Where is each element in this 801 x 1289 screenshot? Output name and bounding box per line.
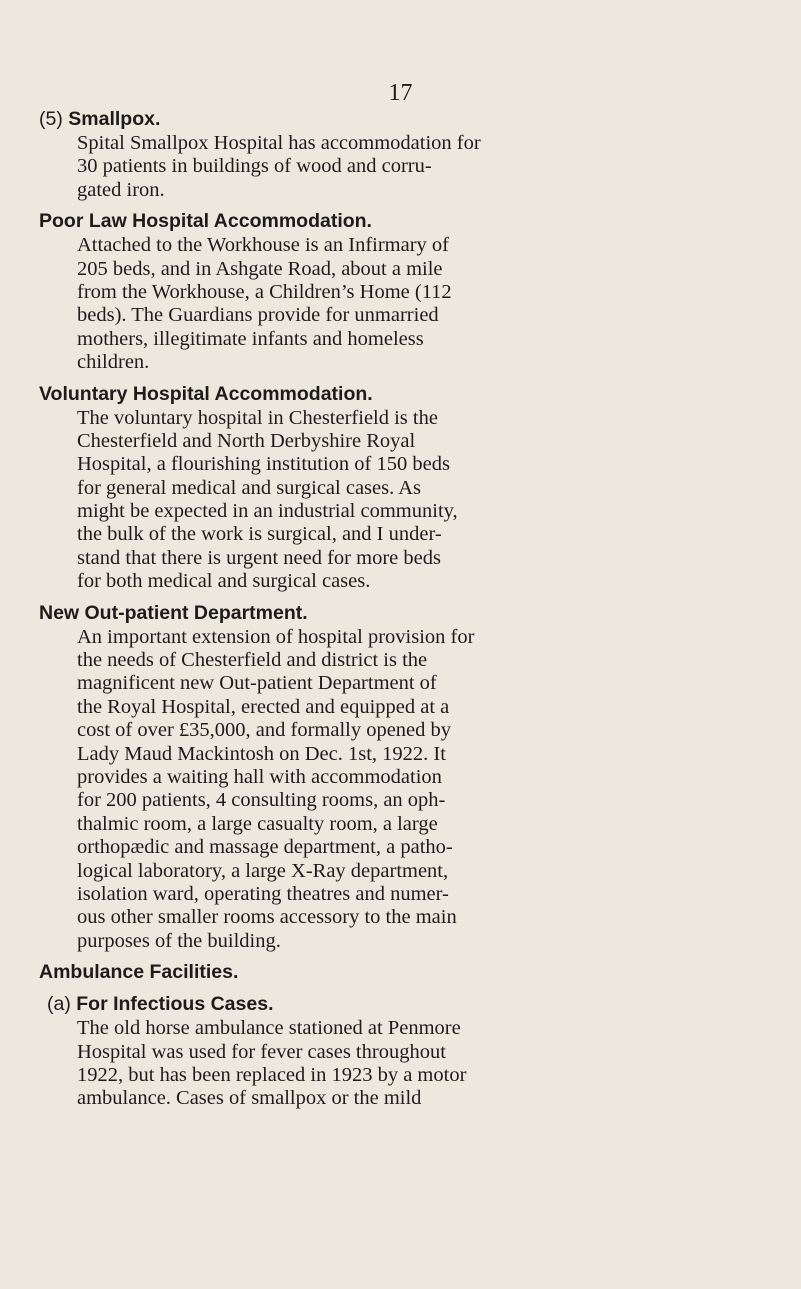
paragraph-out-patient	[77, 626, 697, 953]
text-line: children.	[77, 351, 150, 374]
text-line: for general medical and surgical cases. As	[77, 476, 422, 499]
page-number: 17	[388, 80, 413, 106]
text-line: provides a waiting hall with accommodation	[77, 765, 442, 788]
text-line: Hospital, a flourishing institution of 150 beds	[77, 453, 450, 476]
page-body	[39, 106, 769, 1111]
text-line: for both medical and surgical cases.	[77, 570, 371, 593]
text-line: stand that there is urgent need for more beds	[77, 546, 441, 569]
paragraph-smallpox	[77, 132, 697, 202]
text-line: thalmic room, a large casualty room, a large	[77, 812, 438, 835]
text-line: isolation ward, operating theatres and numer-	[77, 882, 449, 905]
text-line: Chesterfield and North Derbyshire Royal	[77, 429, 416, 452]
section-heading-poor-law: Poor Law Hospital Accommodation.	[39, 210, 372, 233]
text-line: gated iron.	[77, 178, 165, 201]
section-number: (5)	[39, 108, 63, 130]
text-line: beds). The Guardians provide for unmarried	[77, 304, 439, 327]
text-line: orthopædic and massage department, a patho-	[77, 836, 453, 859]
text-line: ous other smaller rooms accessory to the main	[77, 906, 457, 929]
text-line: mothers, illegitimate infants and homeless	[77, 327, 424, 350]
text-line: 1922, but has been replaced in 1923 by a motor	[77, 1063, 467, 1086]
section-heading-smallpox	[39, 106, 769, 132]
text-line: the bulk of the work is surgical, and I under-	[77, 523, 442, 546]
text-line: logical laboratory, a large X-Ray department,	[77, 859, 449, 882]
subsection-title: For Infectious Cases.	[76, 993, 274, 1016]
paragraph-voluntary	[77, 407, 697, 594]
section-heading-ambulance: Ambulance Facilities.	[39, 961, 239, 984]
text-line: 30 patients in buildings of wood and corru-	[77, 155, 432, 178]
text-line: ambulance. Cases of smallpox or the mild	[77, 1087, 422, 1110]
text-line: cost of over £35,000, and formally opened by	[77, 719, 452, 742]
section-heading-voluntary: Voluntary Hospital Accommodation.	[39, 382, 373, 405]
text-line: Lady Maud Mackintosh on Dec. 1st, 1922. It	[77, 742, 446, 765]
text-line: Attached to the Workhouse is an Infirmary of	[77, 234, 449, 257]
subsection-number: (a)	[47, 993, 71, 1016]
text-line: Spital Smallpox Hospital has accommodation for	[77, 132, 481, 154]
section-heading-out-patient: New Out-patient Department.	[39, 601, 308, 624]
text-line: magnificent new Out-patient Department of	[77, 672, 437, 695]
section-title: Smallpox.	[68, 108, 161, 130]
paragraph-poor-law	[77, 234, 697, 374]
text-line: might be expected in an industrial community,	[77, 500, 458, 523]
subsection-heading-infectious	[47, 985, 769, 1017]
text-line: 205 beds, and in Ashgate Road, about a mile	[77, 257, 443, 280]
text-line: The voluntary hospital in Chesterfield is the	[77, 406, 438, 429]
paragraph-infectious	[77, 1017, 697, 1111]
text-line: The old horse ambulance stationed at Penmore	[77, 1017, 461, 1040]
text-line: purposes of the building.	[77, 929, 281, 952]
text-line: An important extension of hospital provision for	[77, 625, 475, 648]
text-line: the needs of Chesterfield and district is the	[77, 649, 428, 672]
text-line: the Royal Hospital, erected and equipped at a	[77, 695, 450, 718]
text-line: for 200 patients, 4 consulting rooms, an oph-	[77, 789, 446, 812]
text-line: Hospital was used for fever cases throughout	[77, 1040, 446, 1063]
text-line: from the Workhouse, a Children’s Home (112	[77, 280, 452, 303]
